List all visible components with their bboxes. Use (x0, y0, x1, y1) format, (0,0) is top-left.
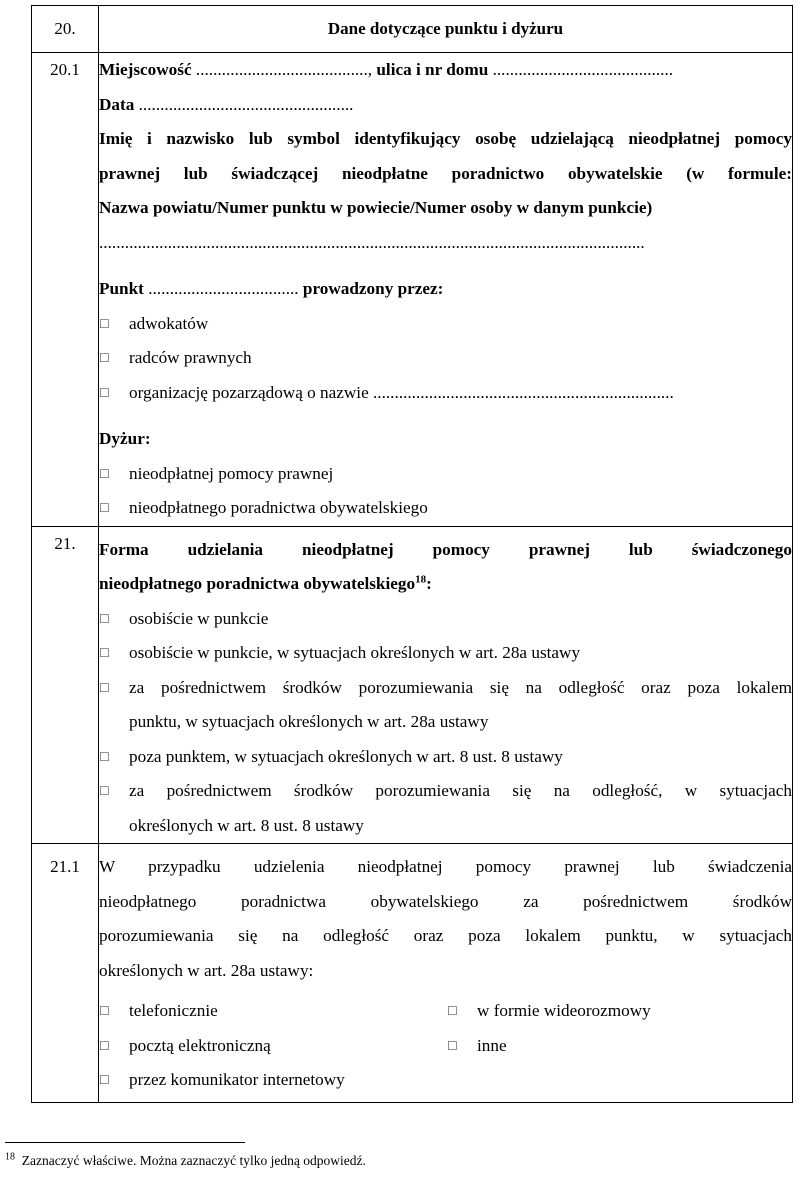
checkbox-icon[interactable]: ☐ (99, 501, 110, 515)
checkbox-label: osobiście w punkcie, w sytuacjach określonych w art. 28a ustawy (129, 643, 581, 662)
checkbox-icon[interactable]: ☐ (99, 1004, 110, 1018)
checkbox-option[interactable] (99, 457, 792, 492)
paragraph-line: W przypadku udzielenia nieodpłatnej pomocy prawnej lub świadczenia (99, 857, 792, 876)
checkbox-label: określonych w art. 8 ust. 8 ustawy (129, 815, 364, 835)
section-number: 21.1 (32, 844, 99, 1103)
checkbox-option[interactable] (447, 994, 792, 1029)
street-label: ulica i nr domu (376, 60, 489, 79)
checkbox-icon[interactable]: ☐ (447, 1004, 458, 1018)
person-label-line: prawnej lub świadczącej nieodpłatne poradnictwo obywatelskie (w formule: (99, 163, 792, 183)
footnote-text: Zaznaczyć właściwe. Można zaznaczyć tylko jedną odpowiedź. (21, 1153, 366, 1168)
checkbox-option[interactable] (99, 307, 792, 342)
footnote-number: 18 (5, 1151, 15, 1163)
checkbox-label: przez komunikator internetowy (129, 1070, 345, 1089)
checkbox-option[interactable] (99, 774, 792, 843)
checkbox-label: punktu, w sytuacjach określonych w art. 28a ustawy (129, 712, 489, 731)
person-label-line: Nazwa powiatu/Numer punktu w powiecie/Numer osoby w danym punkcie) (99, 198, 653, 217)
checkbox-icon[interactable]: ☐ (99, 680, 110, 695)
checkbox-label: radców prawnych (129, 348, 252, 367)
punkt-field[interactable]: ................................... (143, 279, 303, 298)
checkbox-icon[interactable]: ☐ (99, 646, 110, 660)
channel-options-right (447, 994, 792, 1098)
footnote (5, 1153, 366, 1169)
checkbox-icon[interactable]: ☐ (99, 611, 110, 626)
section-21-row (32, 526, 793, 844)
punkt-label: Punkt (99, 279, 144, 298)
checkbox-label: telefonicznie (129, 1001, 218, 1020)
checkbox-icon[interactable]: ☐ (447, 1038, 458, 1053)
form-title-line: Forma udzielania nieodpłatnej pomocy prawnej lub świadczonego (99, 539, 792, 559)
paragraph-line: nieodpłatnego poradnictwa obywatelskiego za pośrednictwem środków (99, 891, 792, 911)
form-title-line (99, 567, 792, 602)
checkbox-icon[interactable]: ☐ (99, 784, 110, 798)
section-number: 20. (32, 6, 99, 53)
paragraph-line: porozumiewania się na odległość oraz poza lokalem punktu, w sytuacjach (99, 926, 792, 945)
date-label: Data (99, 94, 135, 114)
date-field[interactable]: .................................................. (134, 94, 354, 114)
checkbox-option[interactable] (99, 1063, 447, 1098)
date-line (99, 88, 792, 123)
checkbox-label: organizację pozarządową o nazwie ...................................................................... (129, 382, 674, 402)
checkbox-option[interactable] (99, 994, 447, 1029)
checkbox-option[interactable] (99, 341, 792, 376)
checkbox-icon[interactable]: ☐ (99, 351, 110, 365)
checkbox-option[interactable] (99, 636, 792, 671)
footnote-ref: 18 (415, 573, 427, 586)
checkbox-option[interactable] (447, 1029, 792, 1064)
checkbox-option[interactable] (99, 491, 792, 526)
channel-options (99, 994, 792, 1098)
form-table (31, 5, 793, 1103)
section-number: 21. (32, 526, 99, 844)
checkbox-label: poza punktem, w sytuacjach określonych w art. 8 ust. 8 ustawy (129, 746, 563, 766)
section-20-row (32, 6, 793, 53)
checkbox-option[interactable] (99, 740, 792, 775)
section-20-1-row (32, 53, 793, 527)
checkbox-icon[interactable]: ☐ (99, 1073, 110, 1087)
section-20-title-cell (99, 6, 793, 53)
street-field[interactable]: .......................................... (488, 60, 674, 79)
checkbox-icon[interactable]: ☐ (99, 1038, 110, 1053)
location-field[interactable]: ........................................, (191, 60, 377, 79)
checkbox-icon[interactable]: ☐ (99, 385, 110, 400)
footnote-divider (5, 1142, 245, 1143)
checkbox-label: w formie wideorozmowy (477, 1001, 651, 1020)
person-label-line: Imię i nazwisko lub symbol identyfikujący osobę udzielającą nieodpłatnej pomocy (99, 129, 792, 148)
section-21-1-content (99, 844, 793, 1103)
checkbox-label: za pośrednictwem środków porozumiewania się na odległość, w sytuacjach (129, 781, 792, 800)
checkbox-option[interactable] (99, 376, 792, 411)
location-line (99, 53, 792, 88)
section-20-1-content (99, 53, 793, 527)
section-title: Dane dotyczące punktu i dyżuru (327, 19, 564, 38)
checkbox-label: adwokatów (129, 313, 209, 333)
section-21-1-row (32, 844, 793, 1103)
checkbox-label: inne (477, 1035, 507, 1055)
checkbox-label: nieodpłatnego poradnictwa obywatelskiego (129, 498, 428, 517)
checkbox-label: pocztą elektroniczną (129, 1035, 271, 1055)
form-title-colon: : (426, 574, 432, 593)
punkt-line (99, 272, 792, 307)
checkbox-label: nieodpłatnej pomocy prawnej (129, 463, 334, 483)
channel-options-left (99, 994, 447, 1098)
checkbox-icon[interactable]: ☐ (99, 466, 110, 481)
operated-by-label: prowadzony przez: (302, 279, 444, 298)
checkbox-option[interactable] (99, 1029, 447, 1064)
checkbox-label: osobiście w punkcie (129, 608, 269, 628)
person-field[interactable]: ............................................................................................................................... (99, 232, 645, 252)
paragraph-line: określonych w art. 28a ustawy: (99, 960, 314, 980)
checkbox-option[interactable] (99, 602, 792, 637)
duty-label: Dyżur: (99, 429, 151, 448)
section-21-content (99, 526, 793, 844)
checkbox-label: za pośrednictwem środków porozumiewania się na odległość oraz poza lokalem (129, 677, 792, 697)
checkbox-icon[interactable]: ☐ (99, 316, 110, 331)
checkbox-icon[interactable]: ☐ (99, 749, 110, 764)
section-number: 20.1 (32, 53, 99, 527)
form-title-text: nieodpłatnego poradnictwa obywatelskiego (99, 574, 416, 593)
checkbox-option[interactable] (99, 671, 792, 740)
location-label: Miejscowość (99, 60, 192, 79)
